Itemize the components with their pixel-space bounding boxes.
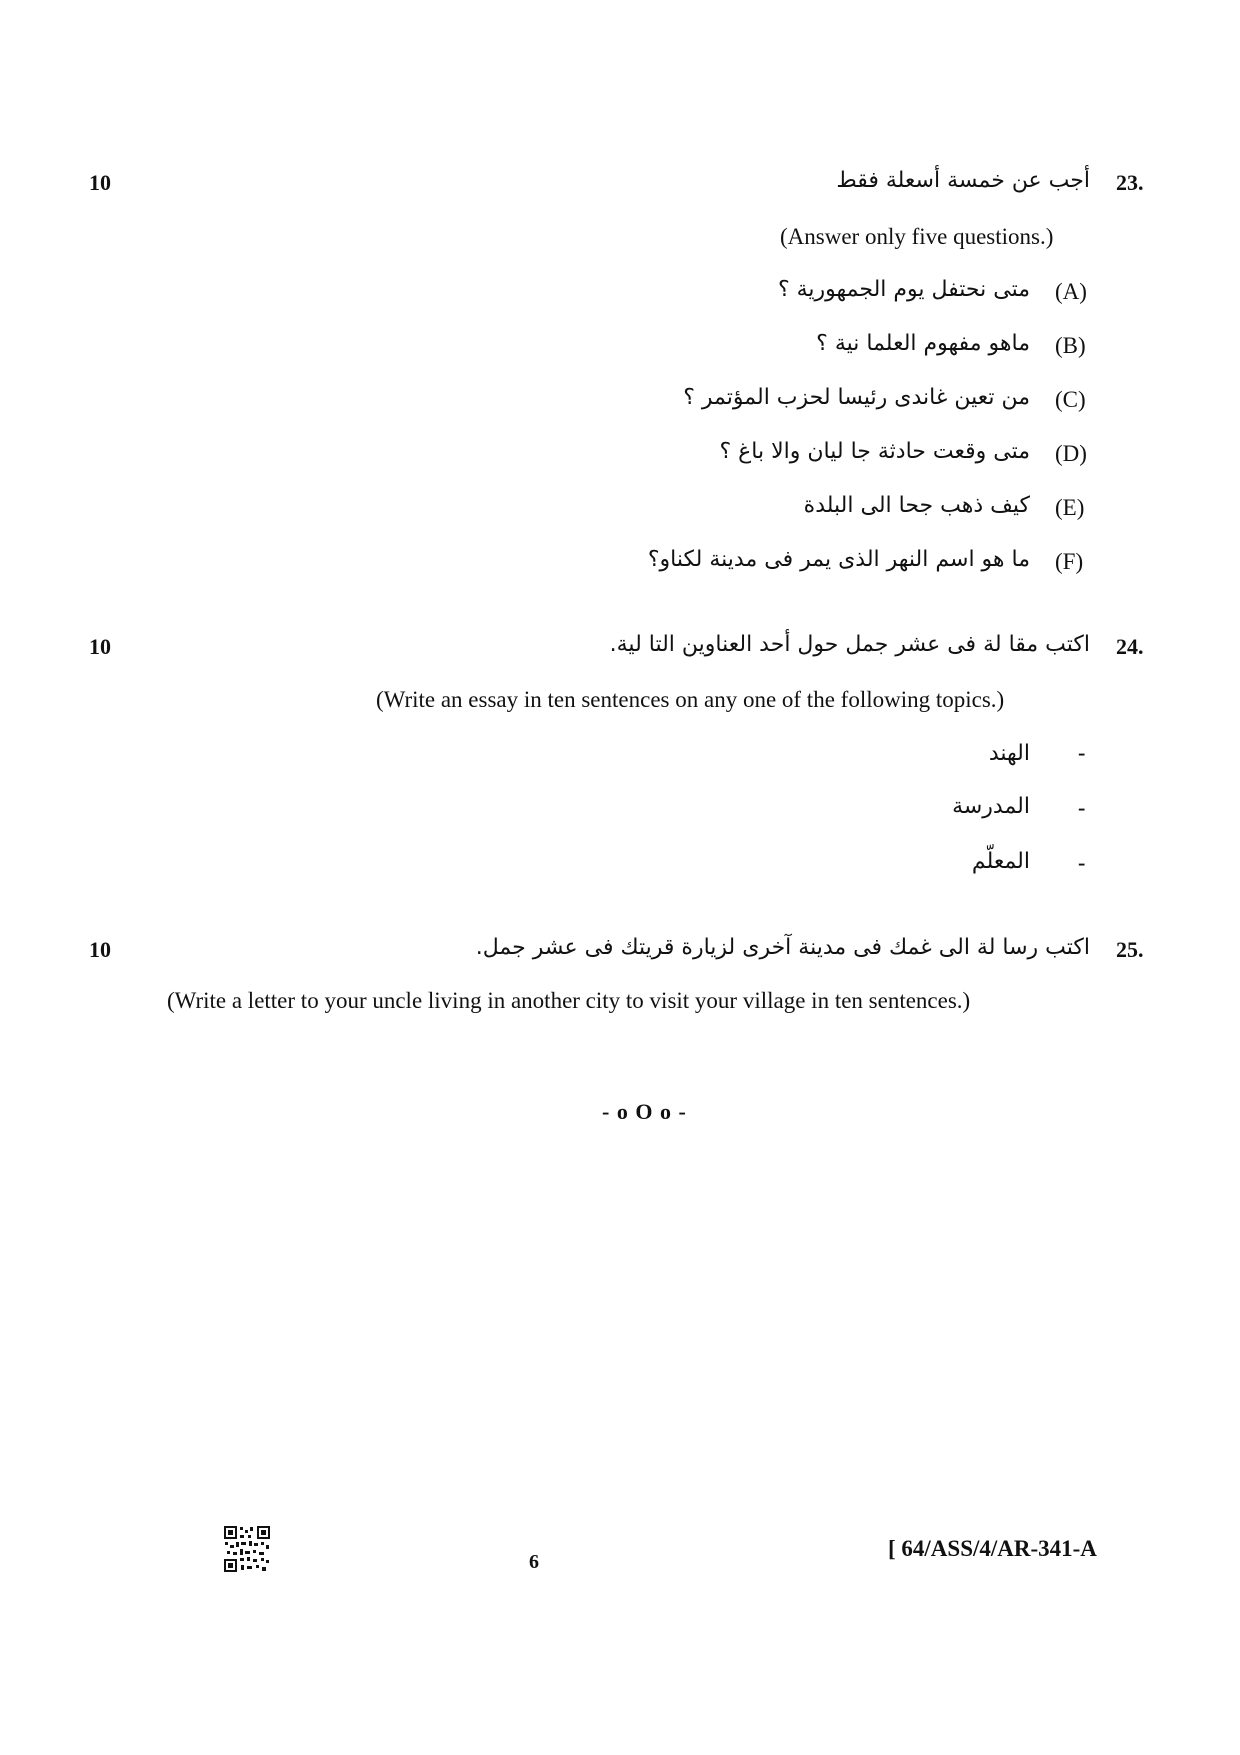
q25-english-instruction: (Write a letter to your uncle living in another city to visit your village in ten sentences.) bbox=[167, 988, 971, 1013]
q23-option-text: متى نحتفل يوم الجمهورية ؟ bbox=[777, 277, 1030, 302]
q23-marks: 10 bbox=[89, 170, 111, 195]
q23-option-letter: (E) bbox=[1055, 495, 1085, 520]
q23-option-text: ما هو اسم النهر الذى يمر فى مدينة لكناو؟ bbox=[647, 547, 1030, 572]
q23-option-letter: (A) bbox=[1055, 279, 1087, 304]
q24-arabic-instruction: اكتب مقا لة فى عشر جمل حول أحد العناوين التا لية. bbox=[609, 632, 1090, 657]
q23-option-letter: (B) bbox=[1055, 333, 1086, 358]
q25-marks: 10 bbox=[89, 937, 111, 962]
q23-option-text: كيف ذهب جحا الى البلدة bbox=[803, 493, 1030, 518]
page-number: 6 bbox=[529, 1551, 539, 1573]
q24-topic: المعلّم bbox=[971, 849, 1030, 874]
bullet-dot: - bbox=[1078, 795, 1086, 820]
q24-english-instruction: (Write an essay in ten sentences on any one of the following topics.) bbox=[376, 687, 1005, 712]
q23-english-instruction: (Answer only five questions.) bbox=[780, 224, 1054, 249]
q23-number: 23. bbox=[1116, 170, 1144, 195]
q24-marks: 10 bbox=[89, 634, 111, 659]
q23-option-text: من تعين غاندى رئيسا لحزب المؤتمر ؟ bbox=[683, 385, 1030, 410]
bullet-dot: - bbox=[1078, 740, 1086, 765]
q23-option-text: متى وقعت حادثة جا ليان والا باغ ؟ bbox=[719, 439, 1030, 464]
q23-option-letter: (D) bbox=[1055, 441, 1087, 466]
q23-option-letter: (C) bbox=[1055, 387, 1086, 412]
paper-code: [ 64/ASS/4/AR-341-A bbox=[888, 1536, 1097, 1561]
q24-topic: المدرسة bbox=[952, 794, 1030, 819]
bullet-dot: - bbox=[1078, 850, 1086, 875]
q24-topic: الهند bbox=[988, 741, 1030, 766]
qr-code-icon bbox=[223, 1525, 271, 1573]
q23-arabic-instruction: أجب عن خمسة أسعلة فقط bbox=[836, 168, 1090, 193]
q24-number: 24. bbox=[1116, 634, 1144, 659]
q23-option-letter: (F) bbox=[1055, 549, 1084, 574]
q25-arabic-instruction: اكتب رسا لة الى غمك فى مدينة آخرى لزيارة قريتك فى عشر جمل. bbox=[475, 935, 1090, 960]
q25-number: 25. bbox=[1116, 937, 1144, 962]
end-of-paper-mark: - o O o - bbox=[602, 1099, 687, 1124]
q23-option-text: ماهو مفهوم العلما نية ؟ bbox=[816, 331, 1030, 356]
